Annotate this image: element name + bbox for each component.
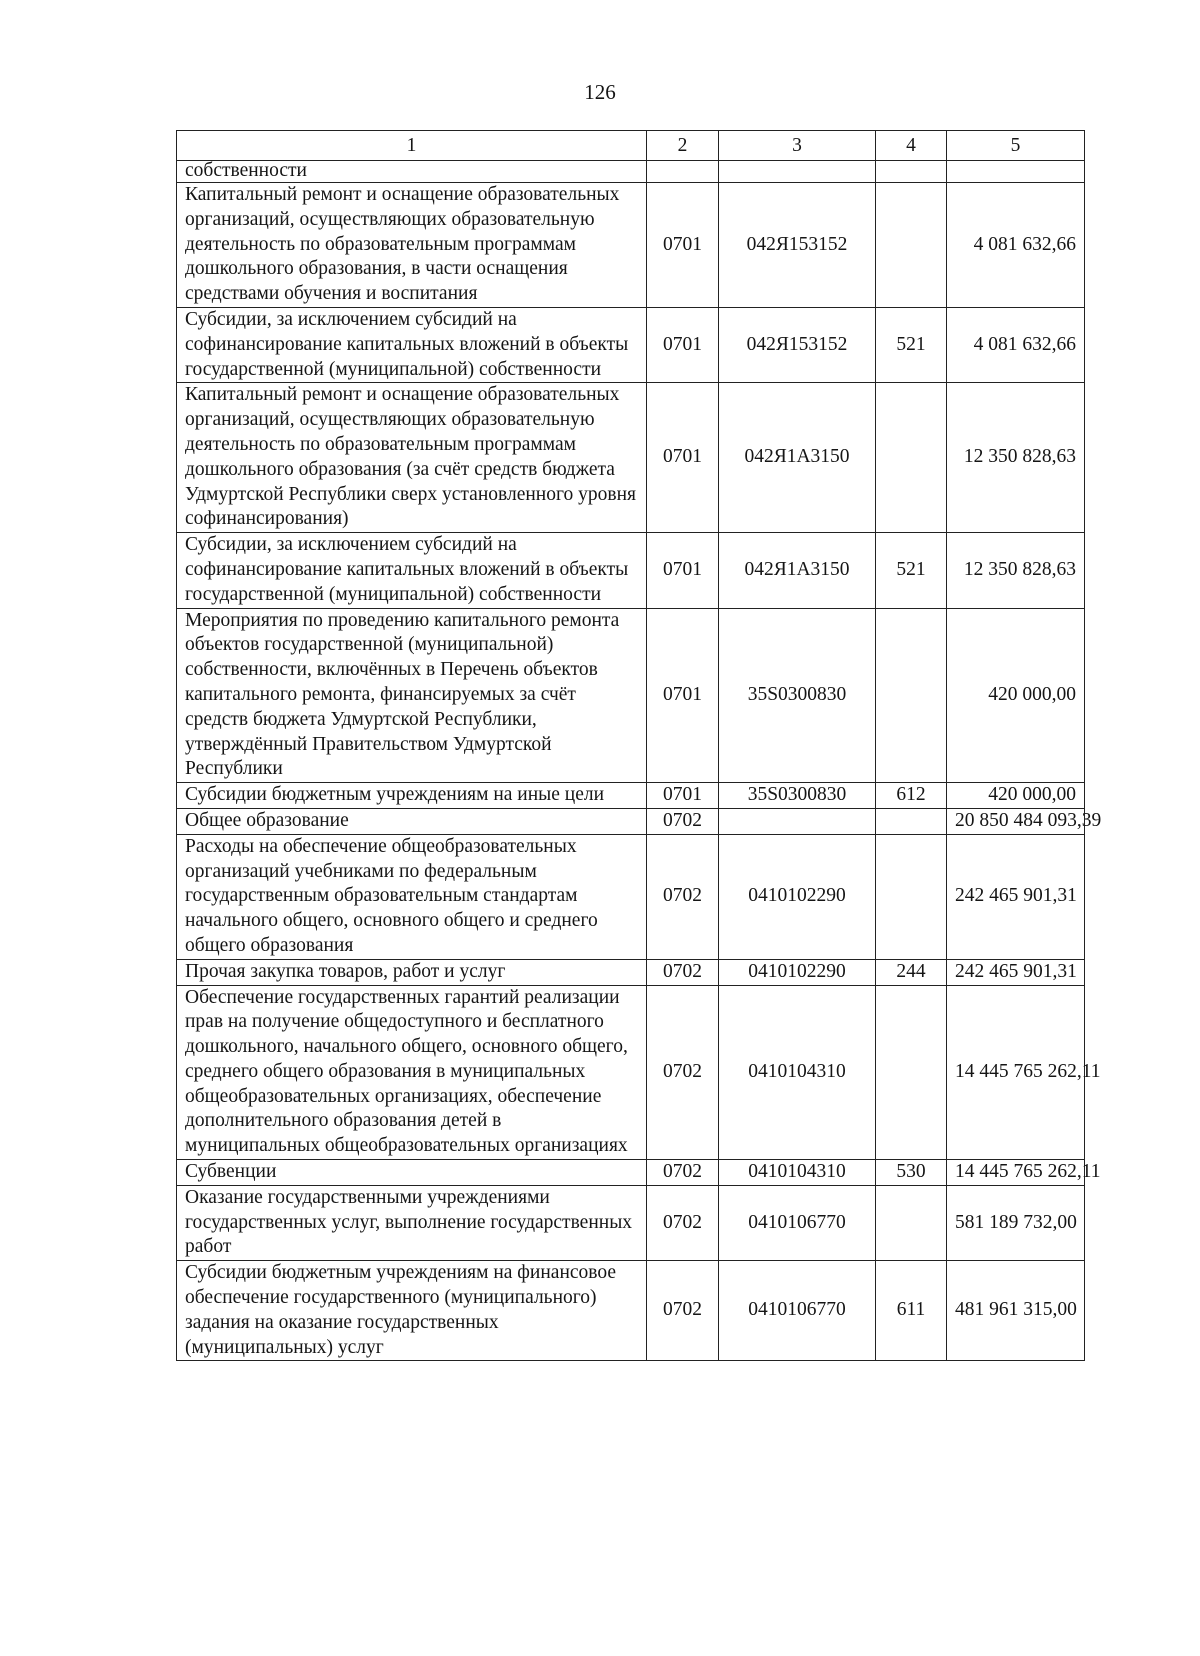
row-target: 042Я1А3150: [719, 533, 876, 608]
row-expense: 612: [876, 783, 947, 809]
row-target: 0410102290: [719, 959, 876, 985]
row-amount: 14 445 765 262,11: [947, 1160, 1085, 1186]
row-amount: [947, 161, 1085, 183]
row-section: [647, 161, 719, 183]
page-number: 126: [584, 80, 616, 104]
row-target: 042Я153152: [719, 307, 876, 382]
row-amount: 242 465 901,31: [947, 834, 1085, 959]
row-section: 0701: [647, 608, 719, 783]
table-header-row: [177, 131, 1085, 161]
row-amount: 420 000,00: [947, 608, 1085, 783]
table-row: [177, 1160, 1085, 1186]
row-section: 0702: [647, 1185, 719, 1260]
row-section: 0702: [647, 834, 719, 959]
row-target: 35S0300830: [719, 783, 876, 809]
row-amount: 14 445 765 262,11: [947, 985, 1085, 1160]
row-name: Капитальный ремонт и оснащение образовательных организаций, осуществляющих образовательную деятельность по образовательным программам дошкольного образования (за счёт средств бюджета Удмуртской Республики сверх установленного уровня софинансирования): [177, 383, 647, 533]
row-expense: [876, 383, 947, 533]
table-row: [177, 783, 1085, 809]
row-amount: 420 000,00: [947, 783, 1085, 809]
row-name: Субвенции: [177, 1160, 647, 1186]
table-row: [177, 834, 1085, 959]
row-name: Обеспечение государственных гарантий реализации прав на получение общедоступного и бесплатного дошкольного, начального общего, основного общего, среднего общего образования в муниципальных общеобразовательных организациях, обеспечение дополнительного образования детей в муниципальных общеобразовательных организациях: [177, 985, 647, 1160]
row-section: 0701: [647, 783, 719, 809]
table-row: [177, 383, 1085, 533]
row-section: 0702: [647, 808, 719, 834]
row-section: 0701: [647, 383, 719, 533]
table-row: [177, 161, 1085, 183]
row-target: [719, 161, 876, 183]
column-header-amount: 5: [947, 131, 1085, 161]
row-expense: 521: [876, 307, 947, 382]
row-name: Субсидии, за исключением субсидий на софинансирование капитальных вложений в объекты государственной (муниципальной) собственности: [177, 307, 647, 382]
row-target: 0410106770: [719, 1185, 876, 1260]
row-section: 0702: [647, 959, 719, 985]
row-expense: 521: [876, 533, 947, 608]
table-row: [177, 608, 1085, 783]
row-name: Общее образование: [177, 808, 647, 834]
row-name: Расходы на обеспечение общеобразовательных организаций учебниками по федеральным государственным образовательным стандартам начального общего, основного общего и среднего общего образования: [177, 834, 647, 959]
row-target: 0410104310: [719, 985, 876, 1160]
row-name: собственности: [177, 161, 647, 183]
row-amount: 12 350 828,63: [947, 533, 1085, 608]
table-row: [177, 808, 1085, 834]
row-name: Мероприятия по проведению капитального ремонта объектов государственной (муниципальной) собственности, включённых в Перечень объектов капитального ремонта, финансируемых за счёт средств бюджета Удмуртской Республики, утверждённый Правительством Удмуртской Республики: [177, 608, 647, 783]
row-name: Капитальный ремонт и оснащение образовательных организаций, осуществляющих образовательную деятельность по образовательным программам дошкольного образования, в части оснащения средствами обучения и воспитания: [177, 183, 647, 308]
row-expense: [876, 808, 947, 834]
row-name: Субсидии бюджетным учреждениям на финансовое обеспечение государственного (муниципального) задания на оказание государственных (муниципальных) услуг: [177, 1261, 647, 1361]
row-target: 0410104310: [719, 1160, 876, 1186]
row-expense: 611: [876, 1261, 947, 1361]
row-amount: 20 850 484 093,39: [947, 808, 1085, 834]
table-row: [177, 1185, 1085, 1260]
row-target: 35S0300830: [719, 608, 876, 783]
row-section: 0702: [647, 1160, 719, 1186]
row-expense: [876, 161, 947, 183]
row-expense: 530: [876, 1160, 947, 1186]
row-expense: [876, 834, 947, 959]
column-header-section: 2: [647, 131, 719, 161]
row-amount: 581 189 732,00: [947, 1185, 1085, 1260]
row-section: 0702: [647, 1261, 719, 1361]
budget-table: [176, 130, 1102, 1361]
column-header-target: 3: [719, 131, 876, 161]
row-target: 0410102290: [719, 834, 876, 959]
row-amount: 4 081 632,66: [947, 307, 1085, 382]
table-row: [177, 307, 1085, 382]
row-target: 0410106770: [719, 1261, 876, 1361]
row-amount: 242 465 901,31: [947, 959, 1085, 985]
column-header-name: 1: [177, 131, 647, 161]
table-row: [177, 959, 1085, 985]
table-row: [177, 183, 1085, 308]
table-row: [177, 985, 1085, 1160]
row-expense: [876, 608, 947, 783]
row-amount: 481 961 315,00: [947, 1261, 1085, 1361]
column-header-expense: 4: [876, 131, 947, 161]
row-section: 0702: [647, 985, 719, 1160]
row-expense: [876, 183, 947, 308]
row-expense: [876, 1185, 947, 1260]
row-section: 0701: [647, 183, 719, 308]
table-row: [177, 533, 1085, 608]
table-row: [177, 1261, 1085, 1361]
row-expense: 244: [876, 959, 947, 985]
row-section: 0701: [647, 533, 719, 608]
row-name: Прочая закупка товаров, работ и услуг: [177, 959, 647, 985]
row-section: 0701: [647, 307, 719, 382]
row-expense: [876, 985, 947, 1160]
row-target: [719, 808, 876, 834]
row-target: 042Я153152: [719, 183, 876, 308]
row-name: Оказание государственными учреждениями государственных услуг, выполнение государственных работ: [177, 1185, 647, 1260]
row-target: 042Я1А3150: [719, 383, 876, 533]
row-amount: 12 350 828,63: [947, 383, 1085, 533]
row-amount: 4 081 632,66: [947, 183, 1085, 308]
row-name: Субсидии бюджетным учреждениям на иные цели: [177, 783, 647, 809]
row-name: Субсидии, за исключением субсидий на софинансирование капитальных вложений в объекты государственной (муниципальной) собственности: [177, 533, 647, 608]
